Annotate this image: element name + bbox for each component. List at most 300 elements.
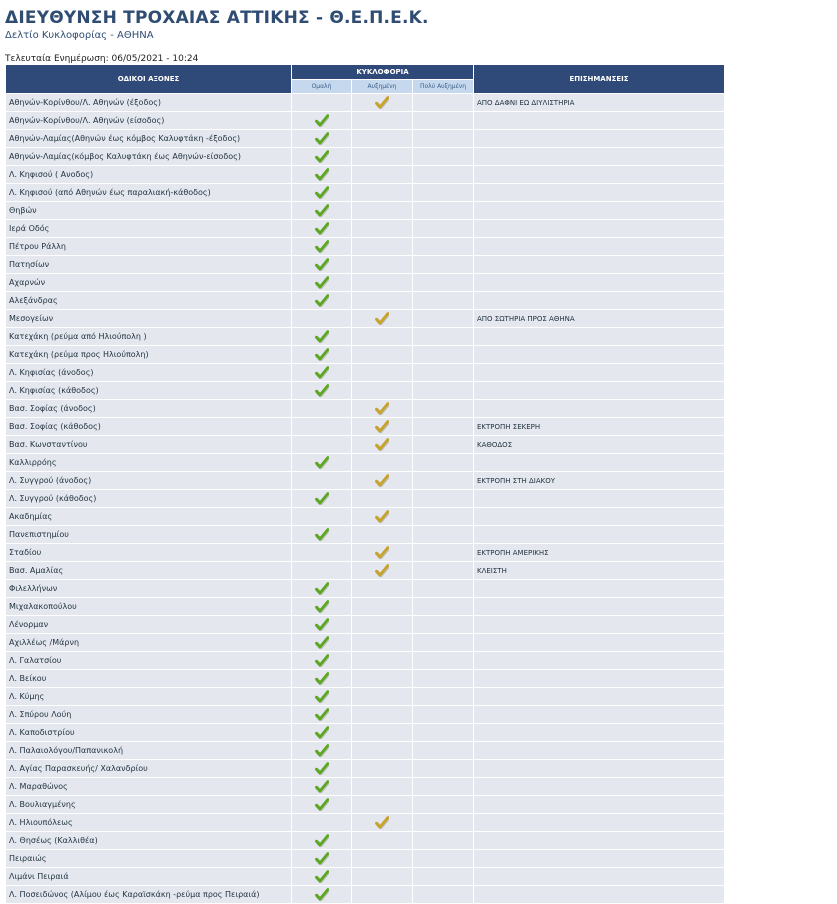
page-header (5, 8, 429, 42)
note-cell: ΚΑΘΟΔΟΣ (474, 436, 725, 454)
traffic-cell-heavy (413, 706, 474, 724)
traffic-cell-smooth (292, 166, 352, 184)
traffic-cell-heavy (413, 796, 474, 814)
table-row (6, 832, 725, 850)
checkmark-green-icon (315, 222, 329, 235)
traffic-cell-increased (352, 310, 413, 328)
table-row (6, 220, 725, 238)
table-row (6, 850, 725, 868)
road-name: Λ. Ποσειδώνος (Αλίμου έως Καραϊσκάκη -ρεύμα προς Πειραιά) (6, 886, 292, 904)
note-cell (474, 220, 725, 238)
road-name: Πατησίων (6, 256, 292, 274)
traffic-cell-increased (352, 400, 413, 418)
checkmark-green-icon (315, 114, 329, 127)
traffic-cell-smooth (292, 202, 352, 220)
note-cell (474, 742, 725, 760)
subheader-heavy: Πολύ Αυξημένη (413, 80, 474, 94)
checkmark-green-icon (315, 258, 329, 271)
traffic-cell-smooth (292, 796, 352, 814)
checkmark-green-icon (315, 240, 329, 253)
traffic-cell-increased (352, 832, 413, 850)
traffic-cell-heavy (413, 652, 474, 670)
table-row (6, 868, 725, 886)
traffic-cell-heavy (413, 184, 474, 202)
traffic-cell-heavy (413, 778, 474, 796)
traffic-cell-heavy (413, 418, 474, 436)
note-cell: ΑΠΟ ΔΑΦΝΙ ΕΩ ΔΙΥΛΙΣΤΗΡΙΑ (474, 94, 725, 112)
table-row (6, 652, 725, 670)
note-cell: ΚΛΕΙΣΤΗ (474, 562, 725, 580)
table-row (6, 148, 725, 166)
checkmark-green-icon (315, 582, 329, 595)
traffic-cell-smooth (292, 472, 352, 490)
traffic-cell-smooth (292, 508, 352, 526)
checkmark-yellow-icon (375, 510, 389, 523)
traffic-cell-increased (352, 652, 413, 670)
traffic-cell-heavy (413, 850, 474, 868)
traffic-cell-heavy (413, 490, 474, 508)
road-name: Μεσογείων (6, 310, 292, 328)
checkmark-green-icon (315, 690, 329, 703)
checkmark-green-icon (315, 492, 329, 505)
traffic-cell-increased (352, 544, 413, 562)
checkmark-yellow-icon (375, 546, 389, 559)
traffic-cell-smooth (292, 760, 352, 778)
checkmark-green-icon (315, 888, 329, 901)
note-cell (474, 724, 725, 742)
note-cell (474, 580, 725, 598)
note-cell (474, 598, 725, 616)
note-cell (474, 256, 725, 274)
road-name: Αθηνών-Λαμίας(κόμβος Καλυφτάκη έως Αθηνών-είσοδος) (6, 148, 292, 166)
checkmark-green-icon (315, 294, 329, 307)
note-cell (474, 868, 725, 886)
subheader-smooth: Ομαλή (292, 80, 352, 94)
table-row (6, 328, 725, 346)
checkmark-green-icon (315, 870, 329, 883)
table-row (6, 112, 725, 130)
table-row (6, 472, 725, 490)
traffic-cell-smooth (292, 238, 352, 256)
note-cell: ΑΠΟ ΣΩΤΗΡΙΑ ΠΡΟΣ ΑΘΗΝΑ (474, 310, 725, 328)
table-row (6, 778, 725, 796)
note-cell (474, 274, 725, 292)
traffic-cell-smooth (292, 814, 352, 832)
road-name: Λ. Θησέως (Καλλιθέα) (6, 832, 292, 850)
traffic-cell-increased (352, 256, 413, 274)
road-name: Αθηνών-Κορίνθου/Λ. Αθηνών (είσοδος) (6, 112, 292, 130)
table-row (6, 634, 725, 652)
table-row (6, 382, 725, 400)
table-row (6, 454, 725, 472)
table-row (6, 616, 725, 634)
traffic-cell-increased (352, 328, 413, 346)
table-row (6, 184, 725, 202)
checkmark-green-icon (315, 798, 329, 811)
traffic-cell-heavy (413, 382, 474, 400)
checkmark-green-icon (315, 132, 329, 145)
traffic-cell-smooth (292, 220, 352, 238)
traffic-cell-smooth (292, 526, 352, 544)
note-cell: ΕΚΤΡΟΠΗ ΣΕΚΕΡΗ (474, 418, 725, 436)
traffic-cell-increased (352, 886, 413, 904)
note-cell (474, 346, 725, 364)
road-name: Λ. Γαλατσίου (6, 652, 292, 670)
traffic-cell-heavy (413, 868, 474, 886)
checkmark-green-icon (315, 780, 329, 793)
traffic-cell-increased (352, 598, 413, 616)
note-cell (474, 184, 725, 202)
checkmark-green-icon (315, 726, 329, 739)
traffic-cell-heavy (413, 274, 474, 292)
traffic-cell-smooth (292, 868, 352, 886)
traffic-cell-heavy (413, 148, 474, 166)
checkmark-green-icon (315, 744, 329, 757)
traffic-cell-heavy (413, 436, 474, 454)
road-name: Μιχαλακοπούλου (6, 598, 292, 616)
checkmark-yellow-icon (375, 474, 389, 487)
note-cell (474, 202, 725, 220)
table-row (6, 310, 725, 328)
traffic-cell-heavy (413, 526, 474, 544)
traffic-cell-smooth (292, 454, 352, 472)
last-updated-value: 06/05/2021 - 10:24 (111, 54, 199, 64)
traffic-cell-heavy (413, 562, 474, 580)
note-cell (474, 112, 725, 130)
checkmark-green-icon (315, 276, 329, 289)
traffic-cell-smooth (292, 562, 352, 580)
table-row (6, 544, 725, 562)
traffic-cell-smooth (292, 598, 352, 616)
traffic-cell-heavy (413, 544, 474, 562)
traffic-cell-heavy (413, 166, 474, 184)
road-name: Λ. Κηφισού ( Ανοδος) (6, 166, 292, 184)
traffic-cell-heavy (413, 814, 474, 832)
traffic-cell-smooth (292, 436, 352, 454)
road-name: Λιμάνι Πειραιά (6, 868, 292, 886)
traffic-cell-smooth (292, 724, 352, 742)
table-row (6, 814, 725, 832)
traffic-cell-heavy (413, 346, 474, 364)
table-row (6, 418, 725, 436)
note-cell: ΕΚΤΡΟΠΗ ΣΤΗ ΔΙΑΚΟΥ (474, 472, 725, 490)
checkmark-green-icon (315, 366, 329, 379)
checkmark-green-icon (315, 348, 329, 361)
checkmark-yellow-icon (375, 402, 389, 415)
road-name: Βασ. Σοφίας (κάθοδος) (6, 418, 292, 436)
table-row (6, 166, 725, 184)
note-cell (474, 148, 725, 166)
note-cell (474, 778, 725, 796)
road-name: Λ. Κύμης (6, 688, 292, 706)
traffic-cell-increased (352, 382, 413, 400)
road-name: Λ. Βείκου (6, 670, 292, 688)
road-name: Αθηνών-Λαμίας(Αθηνών έως κόμβος Καλυφτάκη -έξοδος) (6, 130, 292, 148)
traffic-cell-increased (352, 688, 413, 706)
traffic-cell-increased (352, 670, 413, 688)
road-name: Πειραιώς (6, 850, 292, 868)
traffic-cell-smooth (292, 274, 352, 292)
traffic-cell-heavy (413, 832, 474, 850)
traffic-cell-heavy (413, 454, 474, 472)
traffic-cell-increased (352, 580, 413, 598)
checkmark-green-icon (315, 204, 329, 217)
road-name: Κατεχάκη (ρεύμα προς Ηλιούπολη) (6, 346, 292, 364)
header-notes: ΕΠΙΣΗΜΑΝΣΕΙΣ (474, 65, 725, 94)
road-name: Λ. Ηλιουπόλεως (6, 814, 292, 832)
traffic-cell-smooth (292, 850, 352, 868)
note-cell (474, 526, 725, 544)
traffic-cell-smooth (292, 544, 352, 562)
traffic-cell-heavy (413, 598, 474, 616)
note-cell (474, 382, 725, 400)
table-row (6, 670, 725, 688)
traffic-cell-increased (352, 130, 413, 148)
road-name: Λ. Συγγρού (άνοδος) (6, 472, 292, 490)
road-name: Βασ. Αμαλίας (6, 562, 292, 580)
road-name: Λ. Μαραθώνος (6, 778, 292, 796)
traffic-cell-heavy (413, 508, 474, 526)
note-cell (474, 832, 725, 850)
traffic-cell-increased (352, 94, 413, 112)
header-roads: ΟΔΙΚΟΙ ΑΞΟΝΕΣ (6, 65, 292, 94)
traffic-cell-increased (352, 112, 413, 130)
note-cell (474, 328, 725, 346)
traffic-cell-smooth (292, 292, 352, 310)
traffic-cell-heavy (413, 94, 474, 112)
note-cell (474, 760, 725, 778)
traffic-cell-increased (352, 706, 413, 724)
checkmark-green-icon (315, 186, 329, 199)
traffic-cell-smooth (292, 886, 352, 904)
table-row (6, 742, 725, 760)
traffic-cell-smooth (292, 580, 352, 598)
traffic-cell-increased (352, 184, 413, 202)
checkmark-green-icon (315, 636, 329, 649)
traffic-cell-smooth (292, 742, 352, 760)
note-cell (474, 706, 725, 724)
checkmark-yellow-icon (375, 438, 389, 451)
header-traffic: ΚΥΚΛΟΦΟΡΙΑ (292, 65, 474, 80)
traffic-cell-increased (352, 508, 413, 526)
table-row (6, 706, 725, 724)
table-row (6, 508, 725, 526)
traffic-cell-heavy (413, 472, 474, 490)
road-name: Ιερά Οδός (6, 220, 292, 238)
table-row (6, 598, 725, 616)
checkmark-yellow-icon (375, 816, 389, 829)
checkmark-green-icon (315, 168, 329, 181)
table-row (6, 796, 725, 814)
traffic-cell-increased (352, 472, 413, 490)
traffic-cell-increased (352, 778, 413, 796)
road-name: Λ. Παλαιολόγου/Παπανικολή (6, 742, 292, 760)
note-cell (474, 814, 725, 832)
checkmark-yellow-icon (375, 312, 389, 325)
road-name: Βασ. Κωνσταντίνου (6, 436, 292, 454)
checkmark-green-icon (315, 600, 329, 613)
table-row (6, 688, 725, 706)
table-row (6, 238, 725, 256)
traffic-cell-smooth (292, 688, 352, 706)
traffic-cell-increased (352, 418, 413, 436)
table-row (6, 526, 725, 544)
note-cell: ΕΚΤΡΟΠΗ ΑΜΕΡΙΚΗΣ (474, 544, 725, 562)
traffic-cell-smooth (292, 364, 352, 382)
traffic-cell-smooth (292, 418, 352, 436)
traffic-cell-heavy (413, 724, 474, 742)
traffic-cell-smooth (292, 256, 352, 274)
table-row (6, 400, 725, 418)
page-title: ΔΙΕΥΘΥΝΣΗ ΤΡΟΧΑΙΑΣ ΑΤΤΙΚΗΣ - Θ.Ε.Π.Ε.Κ. (5, 8, 429, 28)
note-cell (474, 886, 725, 904)
traffic-cell-smooth (292, 490, 352, 508)
table-row (6, 562, 725, 580)
checkmark-green-icon (315, 762, 329, 775)
traffic-cell-increased (352, 724, 413, 742)
table-row (6, 130, 725, 148)
traffic-cell-smooth (292, 184, 352, 202)
traffic-cell-heavy (413, 400, 474, 418)
table-row (6, 436, 725, 454)
traffic-cell-smooth (292, 310, 352, 328)
checkmark-yellow-icon (375, 96, 389, 109)
road-name: Βασ. Σοφίας (άνοδος) (6, 400, 292, 418)
traffic-cell-smooth (292, 94, 352, 112)
road-name: Λ. Βουλιαγμένης (6, 796, 292, 814)
traffic-cell-smooth (292, 112, 352, 130)
traffic-cell-increased (352, 850, 413, 868)
road-name: Λ. Κηφισίας (άνοδος) (6, 364, 292, 382)
note-cell (474, 490, 725, 508)
note-cell (474, 508, 725, 526)
road-name: Λ. Συγγρού (κάθοδος) (6, 490, 292, 508)
table-row (6, 580, 725, 598)
traffic-cell-increased (352, 274, 413, 292)
traffic-cell-increased (352, 634, 413, 652)
table-row (6, 724, 725, 742)
traffic-cell-heavy (413, 670, 474, 688)
road-name: Κατεχάκη (ρεύμα από Ηλιούπολη ) (6, 328, 292, 346)
road-name: Αλεξάνδρας (6, 292, 292, 310)
note-cell (474, 166, 725, 184)
page-subtitle: Δελτίο Κυκλοφορίας - ΑΘΗΝΑ (5, 30, 154, 41)
road-name: Πανεπιστημίου (6, 526, 292, 544)
traffic-cell-heavy (413, 688, 474, 706)
note-cell (474, 364, 725, 382)
note-cell (474, 652, 725, 670)
road-name: Πέτρου Ράλλη (6, 238, 292, 256)
traffic-cell-heavy (413, 202, 474, 220)
note-cell (474, 796, 725, 814)
traffic-cell-increased (352, 760, 413, 778)
road-name: Λ. Κηφισίας (κάθοδος) (6, 382, 292, 400)
traffic-cell-increased (352, 148, 413, 166)
table-row (6, 760, 725, 778)
road-name: Λ. Καποδιστρίου (6, 724, 292, 742)
road-name: Λένορμαν (6, 616, 292, 634)
checkmark-yellow-icon (375, 420, 389, 433)
road-name: Ακαδημίας (6, 508, 292, 526)
road-name: Λ. Σπύρου Λούη (6, 706, 292, 724)
traffic-cell-increased (352, 814, 413, 832)
traffic-table (5, 64, 725, 904)
traffic-cell-smooth (292, 652, 352, 670)
checkmark-green-icon (315, 672, 329, 685)
road-name: Λ. Κηφισού (από Αθηνών έως παραλιακή-κάθοδος) (6, 184, 292, 202)
traffic-rows (6, 94, 725, 904)
traffic-cell-heavy (413, 238, 474, 256)
note-cell (474, 400, 725, 418)
traffic-cell-smooth (292, 328, 352, 346)
traffic-cell-heavy (413, 256, 474, 274)
traffic-cell-heavy (413, 112, 474, 130)
traffic-cell-smooth (292, 832, 352, 850)
traffic-cell-heavy (413, 310, 474, 328)
traffic-cell-increased (352, 562, 413, 580)
traffic-cell-smooth (292, 670, 352, 688)
traffic-cell-increased (352, 796, 413, 814)
traffic-cell-increased (352, 364, 413, 382)
traffic-cell-smooth (292, 346, 352, 364)
traffic-cell-smooth (292, 130, 352, 148)
road-name: Θηβών (6, 202, 292, 220)
checkmark-green-icon (315, 330, 329, 343)
traffic-cell-smooth (292, 616, 352, 634)
traffic-cell-smooth (292, 400, 352, 418)
traffic-cell-increased (352, 220, 413, 238)
traffic-cell-increased (352, 166, 413, 184)
road-name: Σταδίου (6, 544, 292, 562)
traffic-cell-heavy (413, 886, 474, 904)
traffic-cell-smooth (292, 634, 352, 652)
table-row (6, 202, 725, 220)
traffic-cell-smooth (292, 148, 352, 166)
subheader-increased: Αυξημένη (352, 80, 413, 94)
traffic-cell-increased (352, 454, 413, 472)
checkmark-green-icon (315, 618, 329, 631)
checkmark-yellow-icon (375, 564, 389, 577)
traffic-cell-heavy (413, 580, 474, 598)
traffic-cell-heavy (413, 634, 474, 652)
checkmark-green-icon (315, 834, 329, 847)
note-cell (474, 670, 725, 688)
note-cell (474, 292, 725, 310)
checkmark-green-icon (315, 384, 329, 397)
note-cell (474, 850, 725, 868)
table-row (6, 274, 725, 292)
table-row (6, 346, 725, 364)
traffic-cell-increased (352, 742, 413, 760)
road-name: Λ. Αγίας Παρασκευής/ Χαλανδρίου (6, 760, 292, 778)
table-row (6, 886, 725, 904)
traffic-cell-heavy (413, 364, 474, 382)
traffic-cell-heavy (413, 130, 474, 148)
traffic-cell-heavy (413, 328, 474, 346)
traffic-cell-increased (352, 202, 413, 220)
traffic-cell-heavy (413, 742, 474, 760)
traffic-cell-increased (352, 436, 413, 454)
traffic-cell-increased (352, 490, 413, 508)
checkmark-green-icon (315, 456, 329, 469)
checkmark-green-icon (315, 852, 329, 865)
table-row (6, 292, 725, 310)
traffic-cell-smooth (292, 706, 352, 724)
note-cell (474, 688, 725, 706)
traffic-cell-heavy (413, 760, 474, 778)
traffic-cell-increased (352, 526, 413, 544)
note-cell (474, 616, 725, 634)
